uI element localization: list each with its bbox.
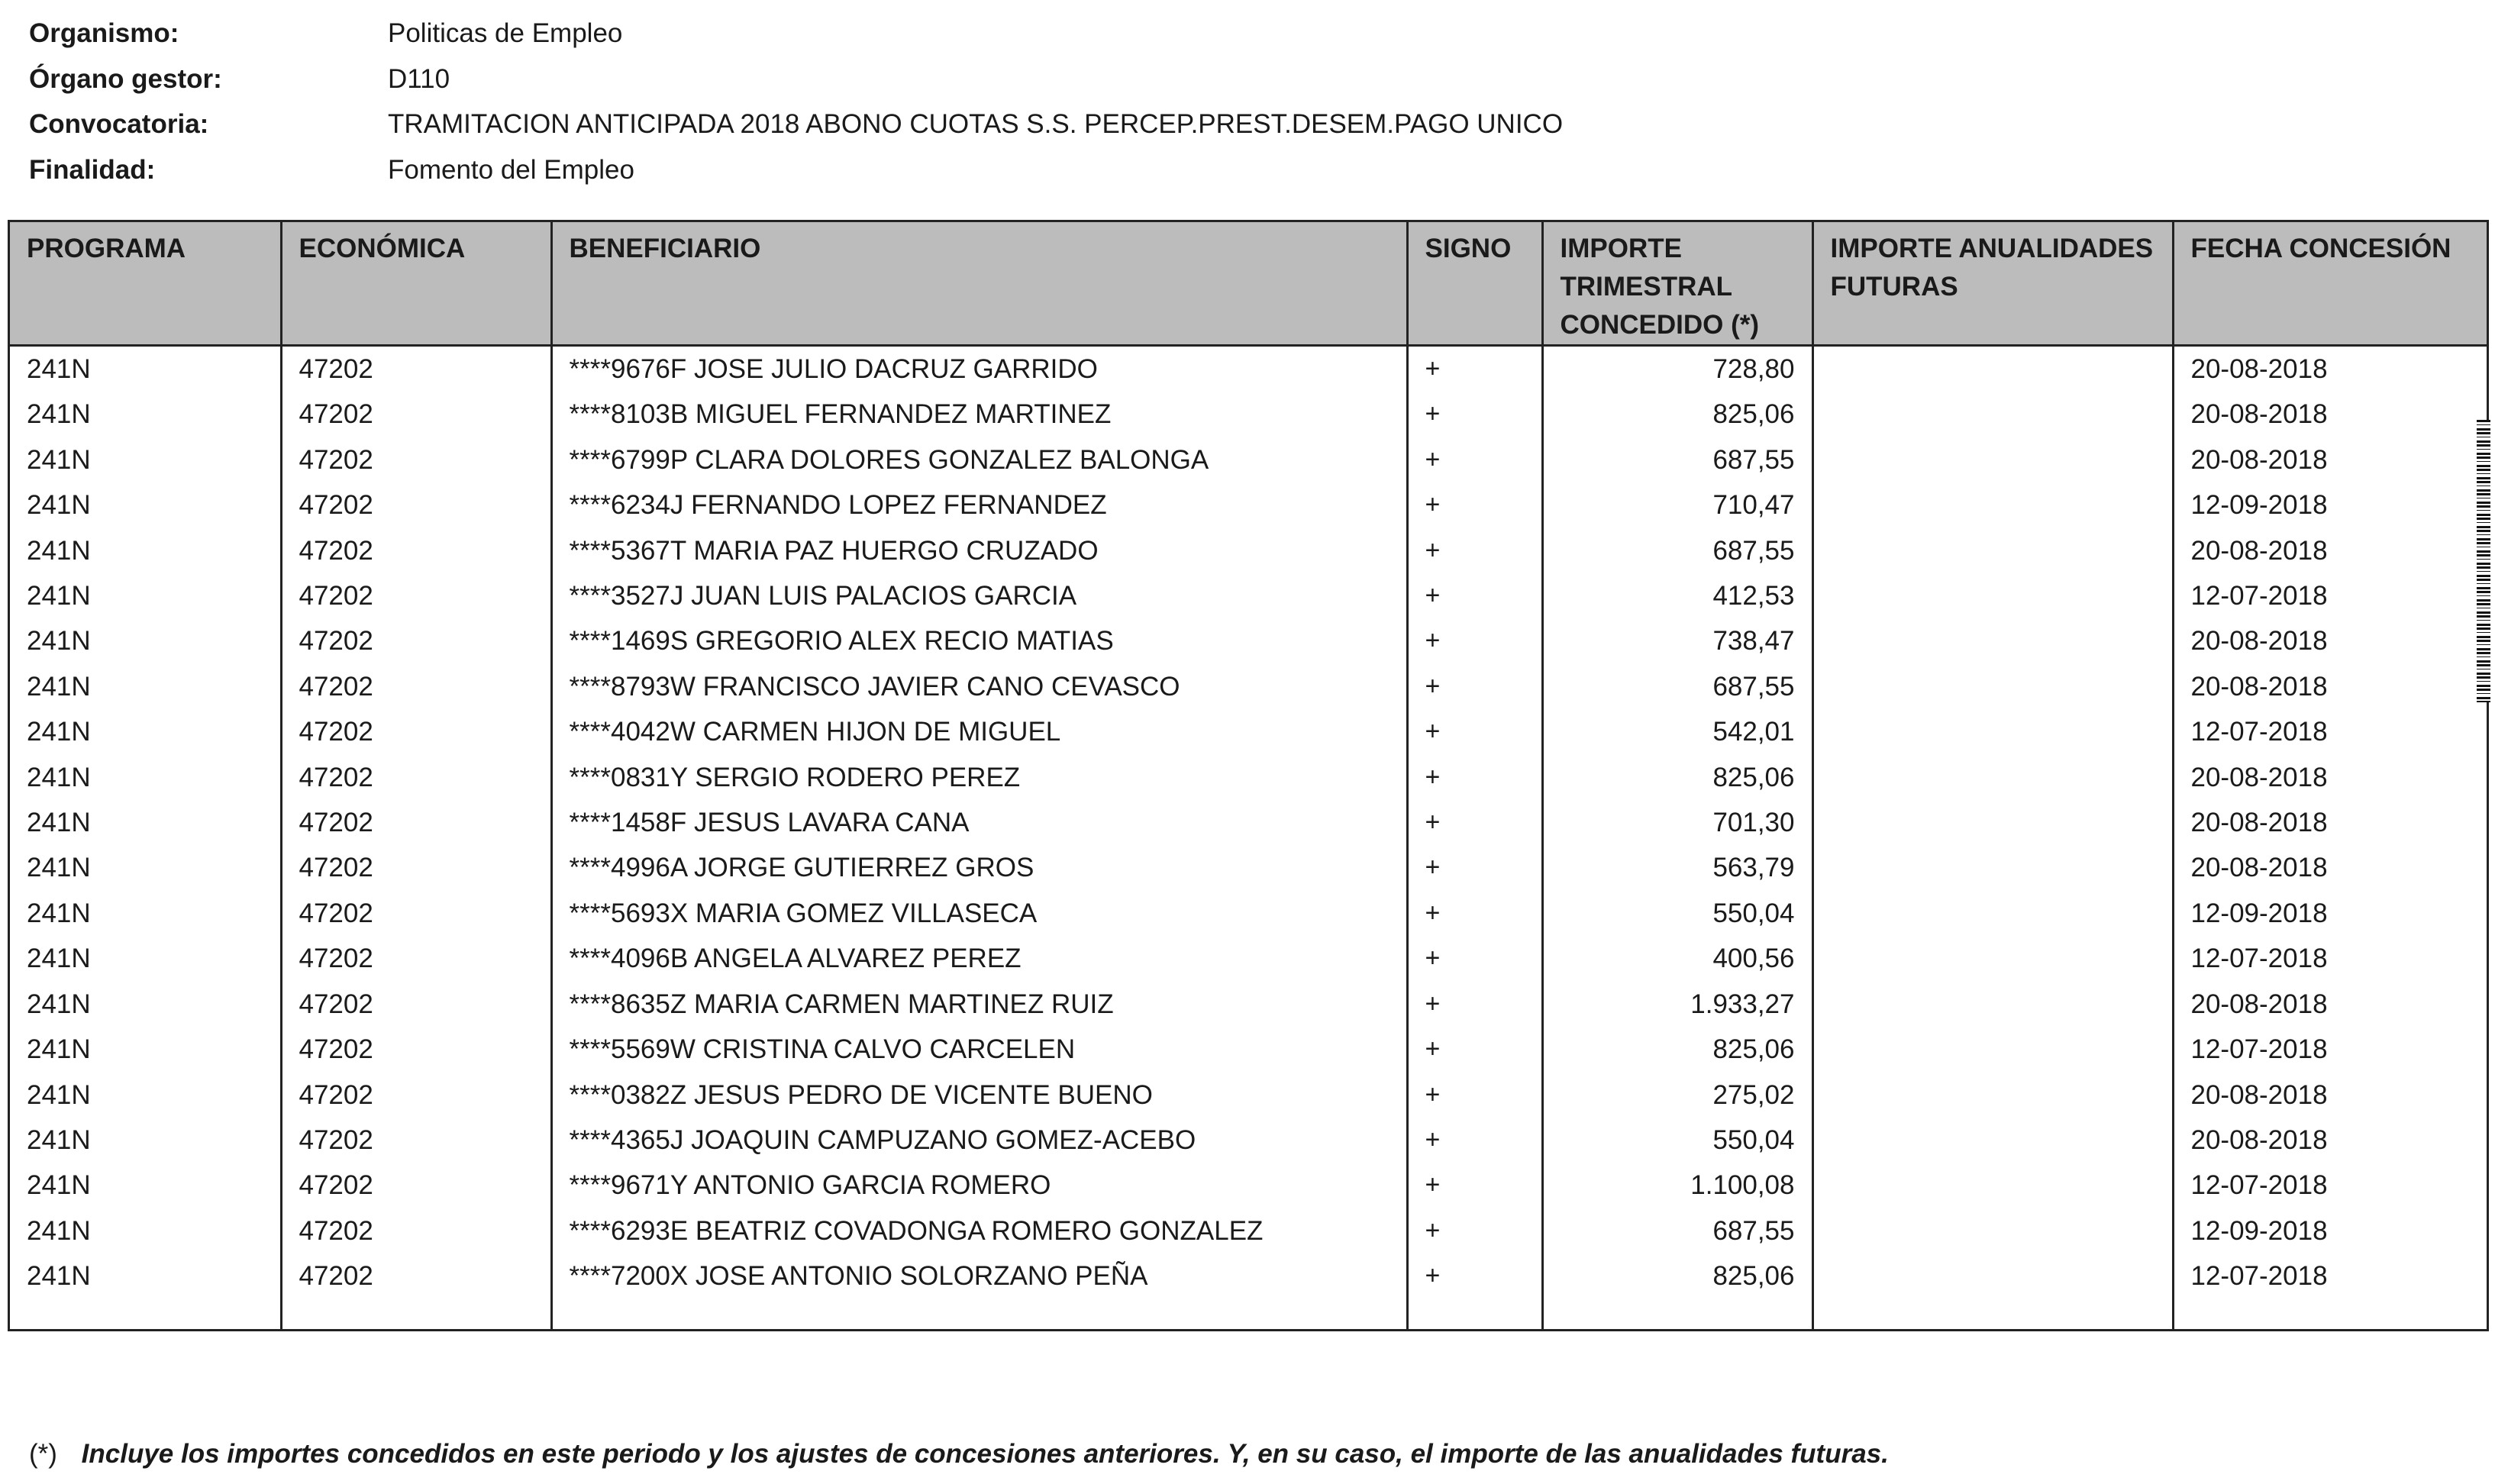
- cell-signo: +: [1407, 800, 1542, 845]
- cell-programa: 241N: [10, 437, 281, 482]
- cell-importe: 825,06: [1542, 1253, 1812, 1298]
- table-row: [10, 755, 2487, 800]
- cell-fecha: 20-08-2018: [2190, 444, 2328, 475]
- cell-fecha: 12-07-2018: [2190, 1034, 2328, 1065]
- cell-anualidades: [1812, 392, 2173, 437]
- organismo-row: [29, 11, 1563, 56]
- cell-anualidades: [1812, 936, 2173, 981]
- cell-programa: 241N: [10, 891, 281, 936]
- cell-signo: +: [1407, 1027, 1542, 1072]
- cell-beneficiario: ****4365J JOAQUIN CAMPUZANO GOMEZ-ACEBO: [551, 1118, 1407, 1163]
- cell-beneficiario: ****4996A JORGE GUTIERREZ GROS: [551, 845, 1407, 890]
- cell-fecha: 20-08-2018: [2190, 354, 2328, 384]
- cell-programa: 241N: [10, 982, 281, 1027]
- cell-beneficiario: ****8635Z MARIA CARMEN MARTINEZ RUIZ: [551, 982, 1407, 1027]
- cell-importe: 687,55: [1542, 664, 1812, 709]
- cell-economica: 47202: [281, 800, 551, 845]
- cell-anualidades: [1812, 755, 2173, 800]
- cell-signo: +: [1407, 891, 1542, 936]
- header-signo: SIGNO: [1407, 222, 1542, 346]
- cell-beneficiario: ****1469S GREGORIO ALEX RECIO MATIAS: [551, 618, 1407, 663]
- cell-signo: +: [1407, 845, 1542, 890]
- convocatoria-label: Convocatoria:: [29, 109, 209, 139]
- cell-beneficiario: ****6799P CLARA DOLORES GONZALEZ BALONGA: [551, 437, 1407, 482]
- table-row: [10, 891, 2487, 936]
- cell-beneficiario: ****5693X MARIA GOMEZ VILLASECA: [551, 891, 1407, 936]
- cell-anualidades: [1812, 891, 2173, 936]
- cell-anualidades: [1812, 346, 2173, 392]
- cell-programa: 241N: [10, 1253, 281, 1298]
- cell-signo: +: [1407, 755, 1542, 800]
- cell-importe: 550,04: [1542, 891, 1812, 936]
- table-row: [10, 800, 2487, 845]
- cell-anualidades: [1812, 800, 2173, 845]
- cell-fecha: 12-09-2018: [2190, 490, 2328, 521]
- cell-fecha: 12-09-2018: [2190, 898, 2328, 928]
- cell-fecha: 20-08-2018: [2190, 808, 2328, 838]
- cell-beneficiario: ****0382Z JESUS PEDRO DE VICENTE BUENO: [551, 1073, 1407, 1118]
- cell-anualidades: [1812, 664, 2173, 709]
- cell-importe: 1.100,08: [1542, 1163, 1812, 1208]
- filler-cell: [1542, 1299, 1812, 1329]
- cell-fecha: 20-08-2018: [2190, 1124, 2328, 1155]
- cell-beneficiario: ****9676F JOSE JULIO DACRUZ GARRIDO: [551, 346, 1407, 392]
- cell-importe: 825,06: [1542, 755, 1812, 800]
- cell-fecha: 20-08-2018: [2190, 762, 2328, 792]
- cell-importe: 738,47: [1542, 618, 1812, 663]
- finalidad-label: Finalidad:: [29, 154, 156, 185]
- cell-economica: 47202: [281, 437, 551, 482]
- cell-economica: 47202: [281, 891, 551, 936]
- cell-economica: 47202: [281, 392, 551, 437]
- footnote-text: Incluye los importes concedidos en este periodo y los ajustes de concesiones anteriores. Y, en su caso, el importe de las anualidades futuras.: [81, 1439, 1889, 1469]
- filler-cell: [551, 1299, 1407, 1329]
- table-filler-row: [10, 1299, 2487, 1329]
- cell-anualidades: [1812, 1208, 2173, 1253]
- cell-signo: +: [1407, 1208, 1542, 1253]
- cell-programa: 241N: [10, 482, 281, 527]
- cell-beneficiario: ****8793W FRANCISCO JAVIER CANO CEVASCO: [551, 664, 1407, 709]
- cell-importe: 701,30: [1542, 800, 1812, 845]
- cell-signo: +: [1407, 709, 1542, 754]
- cell-beneficiario: ****3527J JUAN LUIS PALACIOS GARCIA: [551, 573, 1407, 618]
- cell-beneficiario: ****6234J FERNANDO LOPEZ FERNANDEZ: [551, 482, 1407, 527]
- cell-fecha: 20-08-2018: [2190, 1079, 2328, 1110]
- cell-programa: 241N: [10, 1208, 281, 1253]
- cell-fecha: 12-07-2018: [2190, 1170, 2328, 1201]
- cell-economica: 47202: [281, 1163, 551, 1208]
- header-importe-anualidades: IMPORTE ANUALIDADES FUTURAS: [1812, 222, 2173, 346]
- footnote: [29, 1437, 1889, 1471]
- cell-economica: 47202: [281, 1208, 551, 1253]
- table-row: [10, 982, 2487, 1027]
- cell-anualidades: [1812, 1118, 2173, 1163]
- cell-economica: 47202: [281, 1027, 551, 1072]
- table-row: [10, 1163, 2487, 1208]
- cell-economica: 47202: [281, 936, 551, 981]
- table-row: [10, 1073, 2487, 1118]
- filler-cell: [1407, 1299, 1542, 1329]
- table-row: [10, 1027, 2487, 1072]
- cell-programa: 241N: [10, 709, 281, 754]
- cell-fecha: 20-08-2018: [2190, 399, 2328, 430]
- cell-signo: +: [1407, 982, 1542, 1027]
- header-importe-trimestral: IMPORTE TRIMESTRAL CONCEDIDO (*): [1542, 222, 1812, 346]
- header-beneficiario: BENEFICIARIO: [551, 222, 1407, 346]
- cell-beneficiario: ****4042W CARMEN HIJON DE MIGUEL: [551, 709, 1407, 754]
- cell-anualidades: [1812, 528, 2173, 573]
- table-row: [10, 845, 2487, 890]
- convocatoria-value: TRAMITACION ANTICIPADA 2018 ABONO CUOTAS S.S. PERCEP.PREST.DESEM.PAGO UNICO: [388, 109, 1564, 139]
- cell-importe: 687,55: [1542, 437, 1812, 482]
- cell-programa: 241N: [10, 528, 281, 573]
- cell-anualidades: [1812, 845, 2173, 890]
- cell-economica: 47202: [281, 482, 551, 527]
- table-row: [10, 664, 2487, 709]
- beneficiaries-table: [10, 222, 2487, 1329]
- cell-anualidades: [1812, 1027, 2173, 1072]
- cell-anualidades: [1812, 982, 2173, 1027]
- cell-programa: 241N: [10, 755, 281, 800]
- table-row: [10, 1118, 2487, 1163]
- header-economica: ECONÓMICA: [281, 222, 551, 346]
- convocatoria-row: [29, 102, 1563, 147]
- cell-signo: +: [1407, 936, 1542, 981]
- cell-importe: 710,47: [1542, 482, 1812, 527]
- cell-programa: 241N: [10, 346, 281, 392]
- beneficiaries-table-container: [8, 220, 2489, 1331]
- table-row: [10, 573, 2487, 618]
- document-metadata: [29, 11, 1563, 192]
- cell-economica: 47202: [281, 845, 551, 890]
- cell-programa: 241N: [10, 1163, 281, 1208]
- cell-fecha: 20-08-2018: [2190, 535, 2328, 566]
- cell-importe: 825,06: [1542, 392, 1812, 437]
- cell-signo: +: [1407, 482, 1542, 527]
- cell-programa: 241N: [10, 392, 281, 437]
- table-row: [10, 528, 2487, 573]
- filler-cell: [281, 1299, 551, 1329]
- cell-economica: 47202: [281, 1118, 551, 1163]
- cell-fecha: 12-07-2018: [2190, 1261, 2328, 1292]
- cell-signo: +: [1407, 437, 1542, 482]
- cell-beneficiario: ****8103B MIGUEL FERNANDEZ MARTINEZ: [551, 392, 1407, 437]
- cell-signo: +: [1407, 392, 1542, 437]
- finalidad-row: [29, 147, 1563, 193]
- cell-importe: 728,80: [1542, 346, 1812, 392]
- cell-beneficiario: ****5569W CRISTINA CALVO CARCELEN: [551, 1027, 1407, 1072]
- cell-signo: +: [1407, 573, 1542, 618]
- table-row: [10, 709, 2487, 754]
- cell-fecha: 20-08-2018: [2190, 671, 2328, 702]
- cell-programa: 241N: [10, 845, 281, 890]
- cell-fecha: 12-07-2018: [2190, 717, 2328, 747]
- organo-gestor-row: [29, 56, 1563, 102]
- cell-programa: 241N: [10, 1027, 281, 1072]
- cell-anualidades: [1812, 573, 2173, 618]
- cell-beneficiario: ****5367T MARIA PAZ HUERGO CRUZADO: [551, 528, 1407, 573]
- table-header: [10, 222, 2487, 346]
- cell-fecha: 12-07-2018: [2190, 581, 2328, 611]
- organo-gestor-label: Órgano gestor:: [29, 63, 222, 94]
- cell-beneficiario: ****1458F JESUS LAVARA CANA: [551, 800, 1407, 845]
- cell-programa: 241N: [10, 1118, 281, 1163]
- cell-importe: 542,01: [1542, 709, 1812, 754]
- cell-signo: +: [1407, 618, 1542, 663]
- cell-beneficiario: ****6293E BEATRIZ COVADONGA ROMERO GONZALEZ: [551, 1208, 1407, 1253]
- cell-signo: +: [1407, 1253, 1542, 1298]
- cell-beneficiario: ****7200X JOSE ANTONIO SOLORZANO PEÑA: [551, 1253, 1407, 1298]
- cell-signo: +: [1407, 1118, 1542, 1163]
- table-body: [10, 346, 2487, 1330]
- cell-importe: 687,55: [1542, 1208, 1812, 1253]
- organo-gestor-value: D110: [388, 63, 450, 94]
- table-row: [10, 618, 2487, 663]
- cell-signo: +: [1407, 346, 1542, 392]
- footnote-mark: (*): [29, 1439, 57, 1469]
- cell-fecha: 20-08-2018: [2190, 853, 2328, 883]
- cell-importe: 1.933,27: [1542, 982, 1812, 1027]
- finalidad-value: Fomento del Empleo: [388, 154, 634, 185]
- cell-anualidades: [1812, 1163, 2173, 1208]
- cell-importe: 825,06: [1542, 1027, 1812, 1072]
- cell-economica: 47202: [281, 755, 551, 800]
- cell-economica: 47202: [281, 1253, 551, 1298]
- cell-anualidades: [1812, 437, 2173, 482]
- cell-importe: 687,55: [1542, 528, 1812, 573]
- organismo-value: Politicas de Empleo: [388, 18, 623, 48]
- cell-programa: 241N: [10, 573, 281, 618]
- cell-importe: 275,02: [1542, 1073, 1812, 1118]
- cell-fecha: 12-07-2018: [2190, 944, 2328, 974]
- table-row: [10, 1253, 2487, 1298]
- cell-importe: 412,53: [1542, 573, 1812, 618]
- table-row: [10, 437, 2487, 482]
- cell-economica: 47202: [281, 618, 551, 663]
- filler-cell: [2173, 1299, 2487, 1329]
- header-programa: PROGRAMA: [10, 222, 281, 346]
- cell-anualidades: [1812, 709, 2173, 754]
- header-row: [10, 222, 2487, 346]
- cell-signo: +: [1407, 528, 1542, 573]
- cell-signo: +: [1407, 1163, 1542, 1208]
- cell-programa: 241N: [10, 936, 281, 981]
- cell-economica: 47202: [281, 528, 551, 573]
- cell-beneficiario: ****4096B ANGELA ALVAREZ PEREZ: [551, 936, 1407, 981]
- cell-economica: 47202: [281, 709, 551, 754]
- cell-importe: 550,04: [1542, 1118, 1812, 1163]
- cell-economica: 47202: [281, 1073, 551, 1118]
- header-fecha-concesion: FECHA CONCESIÓN: [2173, 222, 2487, 346]
- cell-economica: 47202: [281, 982, 551, 1027]
- cell-programa: 241N: [10, 1073, 281, 1118]
- cell-economica: 47202: [281, 664, 551, 709]
- table-row: [10, 346, 2487, 392]
- cell-fecha: 12-09-2018: [2190, 1215, 2328, 1246]
- filler-cell: [1812, 1299, 2173, 1329]
- cell-anualidades: [1812, 1253, 2173, 1298]
- cell-anualidades: [1812, 618, 2173, 663]
- cell-beneficiario: ****9671Y ANTONIO GARCIA ROMERO: [551, 1163, 1407, 1208]
- cell-programa: 241N: [10, 618, 281, 663]
- organismo-label: Organismo:: [29, 18, 179, 48]
- cell-economica: 47202: [281, 346, 551, 392]
- cell-importe: 563,79: [1542, 845, 1812, 890]
- cell-anualidades: [1812, 482, 2173, 527]
- table-row: [10, 936, 2487, 981]
- cell-anualidades: [1812, 1073, 2173, 1118]
- cell-signo: +: [1407, 664, 1542, 709]
- cell-programa: 241N: [10, 664, 281, 709]
- table-row: [10, 1208, 2487, 1253]
- filler-cell: [10, 1299, 281, 1329]
- table-row: [10, 392, 2487, 437]
- cell-signo: +: [1407, 1073, 1542, 1118]
- cell-programa: 241N: [10, 800, 281, 845]
- cell-fecha: 20-08-2018: [2190, 989, 2328, 1019]
- cell-fecha: 20-08-2018: [2190, 626, 2328, 657]
- barcode-mark: [2477, 420, 2490, 702]
- cell-importe: 400,56: [1542, 936, 1812, 981]
- table-row: [10, 482, 2487, 527]
- cell-beneficiario: ****0831Y SERGIO RODERO PEREZ: [551, 755, 1407, 800]
- cell-economica: 47202: [281, 573, 551, 618]
